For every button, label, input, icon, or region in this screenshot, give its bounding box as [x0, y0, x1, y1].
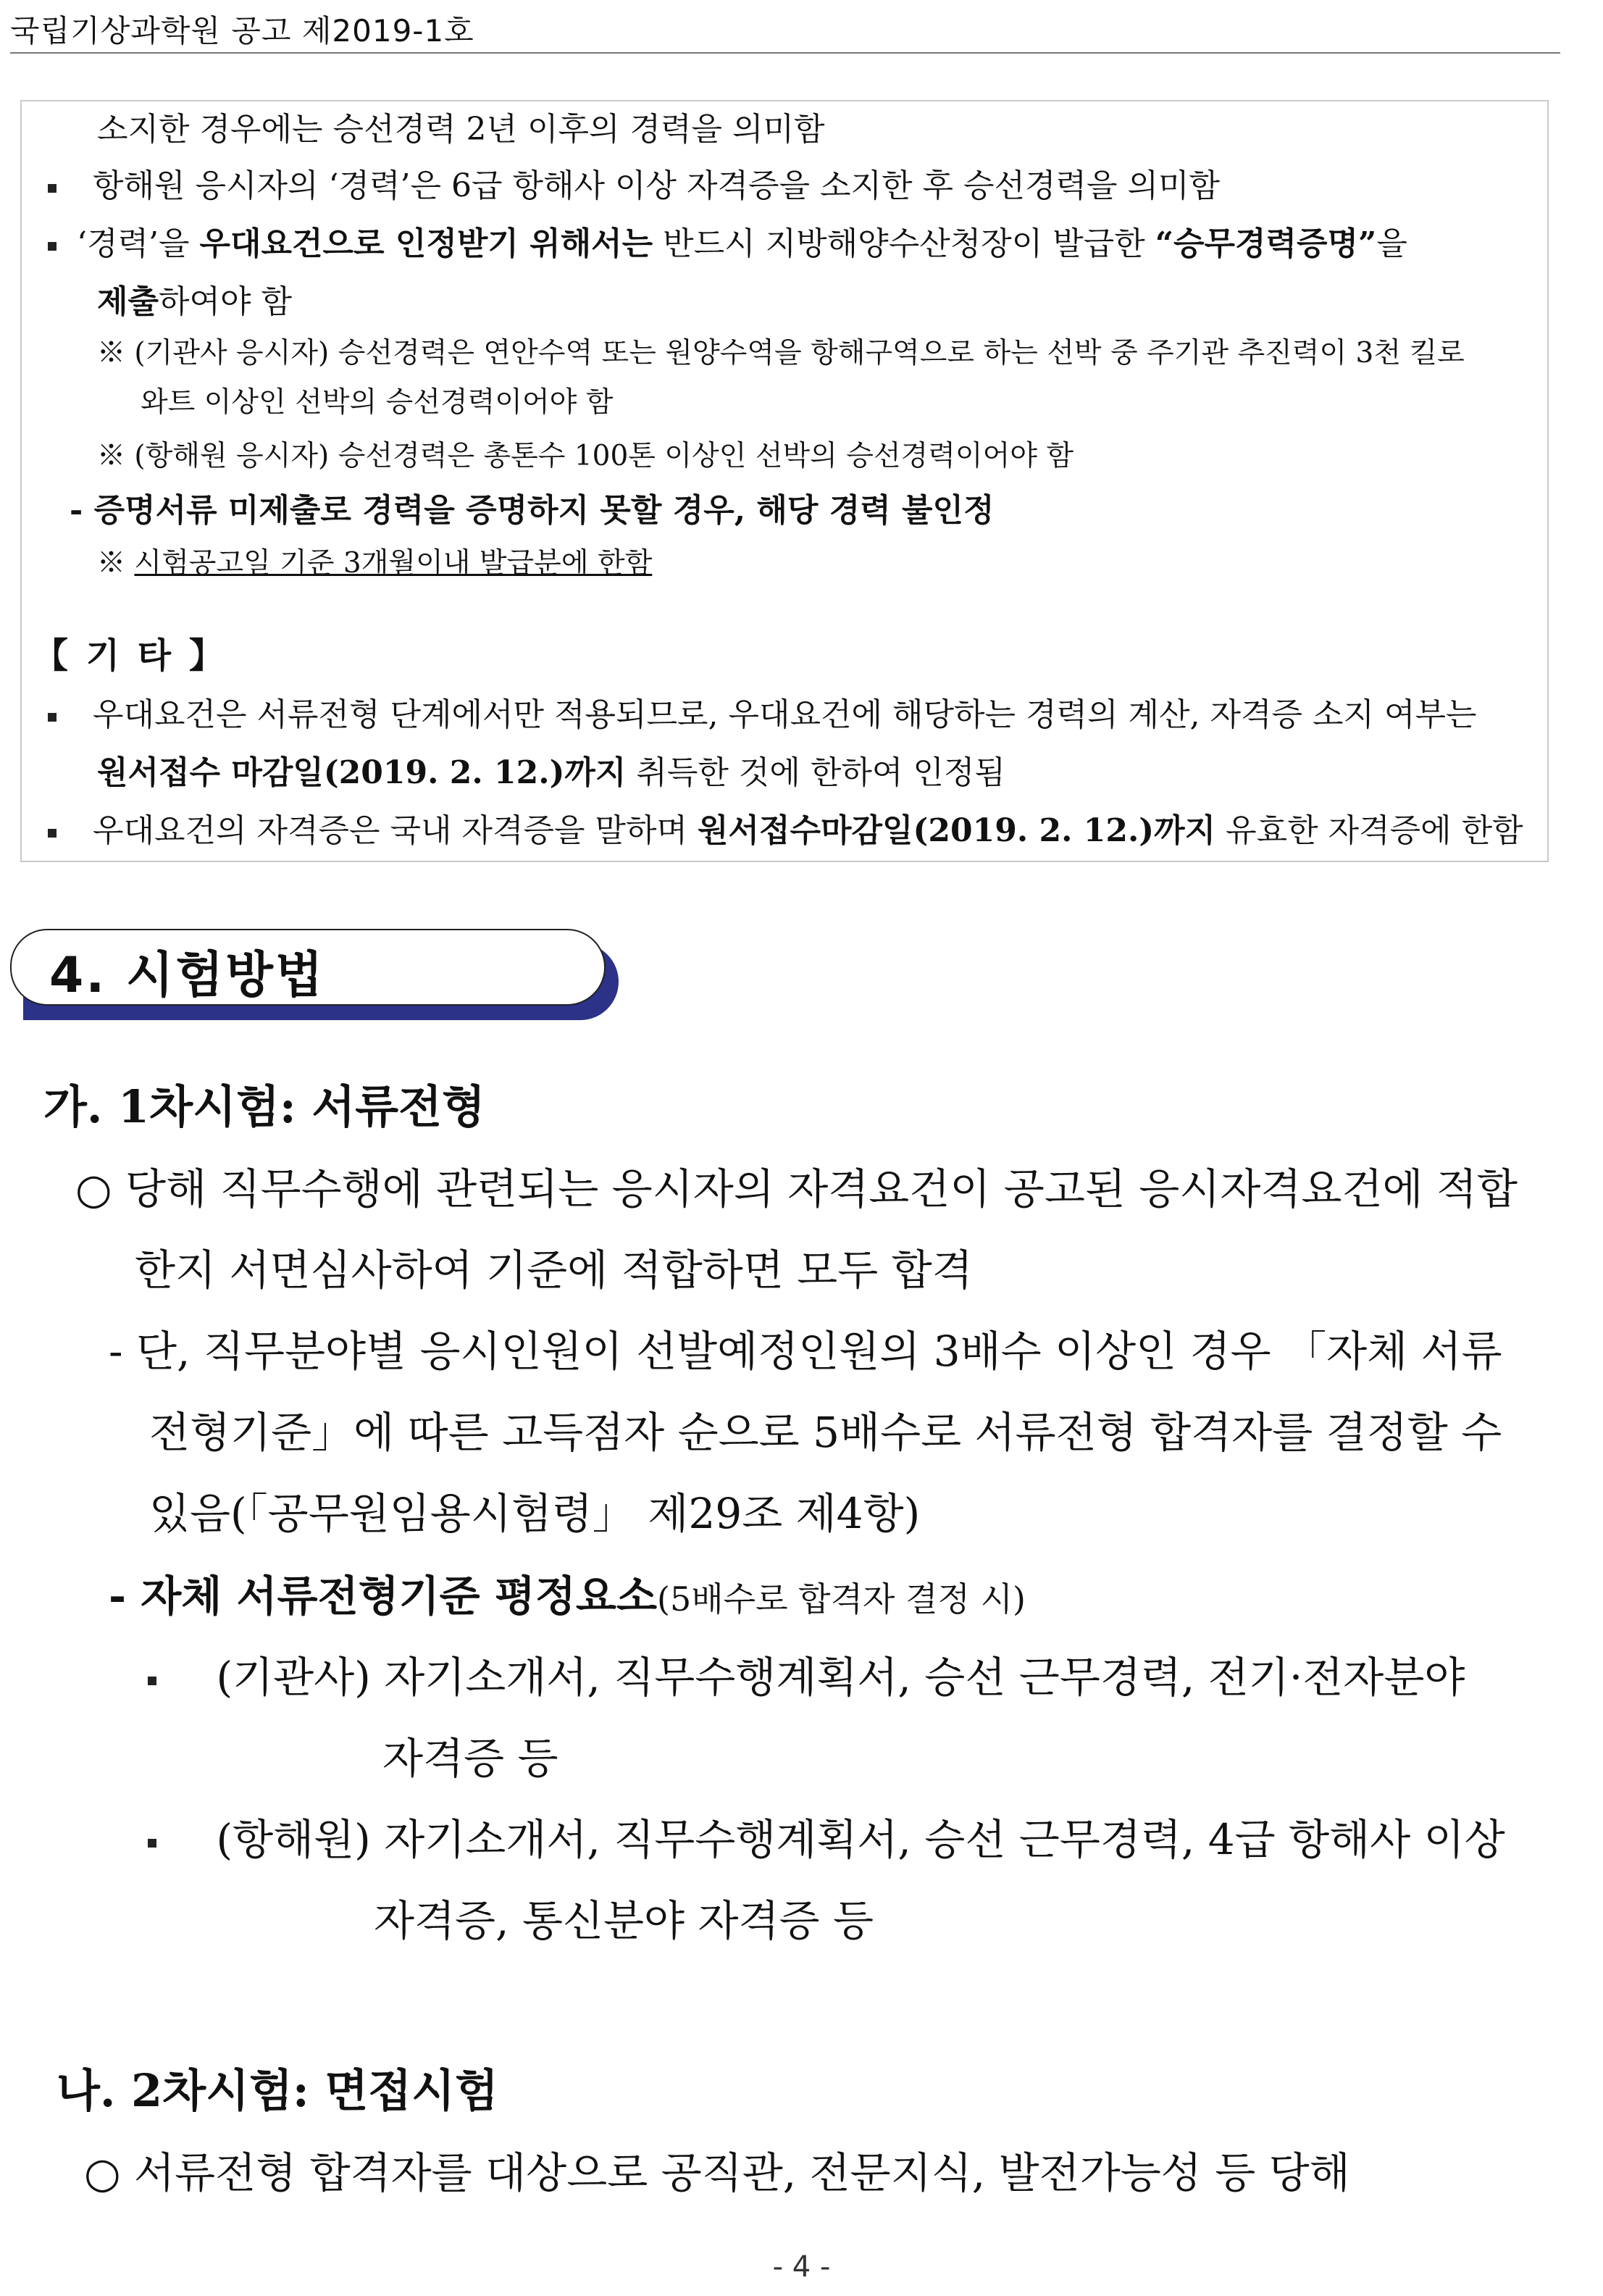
bullet-continuation [97, 275, 292, 322]
note-mark: ※ [97, 547, 135, 580]
paragraph-line: - 단, 직무분야별 응시인원이 선발예정인원의 3배수 이상인 경우 「자체 서류 [109, 1327, 1502, 1376]
paragraph-line: 자격증, 통신분야 자격증 등 [374, 1896, 874, 1945]
square-bullet-icon [48, 184, 56, 193]
bullet-text: 취득한 것에 한하여 인정됨 [626, 754, 1005, 791]
subsection-heading: 나. 2차시험: 면접시험 [56, 2064, 498, 2117]
bold-text: 원서접수 마감일(2019. 2. 12.)까지 [97, 754, 627, 791]
section-title: 4. 시험방법 [49, 947, 325, 1004]
subsection-heading: 가. 1차시험: 서류전형 [43, 1080, 485, 1133]
bullet-text: ‘경력’을 [77, 225, 200, 262]
paragraph-line: ○ 당해 직무수행에 관련되는 응시자의 자격요건이 공고된 응시자격요건에 적합 [75, 1164, 1518, 1214]
bold-text: 원서접수마감일(2019. 2. 12.)까지 [698, 812, 1216, 849]
paragraph-line: 한지 서면심사하여 기준에 적합하면 모두 합격 [135, 1245, 973, 1295]
bullet-text: 하여야 함 [159, 283, 293, 320]
bullet-item [48, 688, 1477, 735]
underlined-text: 시험공고일 기준 3개월이내 발급분에 한함 [134, 547, 653, 580]
square-bullet-icon [148, 1839, 156, 1848]
bold-text: “승무경력증명” [1155, 225, 1377, 262]
square-bullet-icon [48, 242, 56, 251]
paragraph-text: (항해원) 자기소개서, 직무수행계획서, 승선 근무경력, 4급 항해사 이상 [216, 1815, 1505, 1864]
section-banner [10, 929, 619, 1022]
bullet-item [48, 159, 1220, 206]
criteria-heading [109, 1562, 1026, 1623]
bold-text: - 자체 서류전형기준 평정요소 [109, 1571, 657, 1621]
bullet-text: 우대요건의 자격증은 국내 자격증을 말하며 [93, 812, 698, 849]
criteria-item [148, 1643, 1465, 1704]
bullet-text: 을 [1376, 225, 1407, 262]
document-header: 국립기상과학원 공고 제2019-1호 [10, 13, 474, 49]
criteria-item [148, 1806, 1505, 1866]
notes-box [20, 100, 1549, 862]
note-line: 와트 이상인 선박의 승선경력이어야 함 [141, 386, 614, 419]
bold-text: 제출 [97, 283, 159, 320]
page-number: - 4 - [772, 2250, 831, 2284]
note-line: 소지한 경우에는 승선경력 2년 이후의 경력을 의미함 [97, 111, 825, 148]
bullet-text: 유효한 자격증에 한함 [1215, 812, 1523, 849]
paragraph-text: (5배수로 합격자 결정 시) [657, 1579, 1026, 1619]
paragraph-line: 자격증 등 [382, 1734, 558, 1783]
bullet-text: 우대요건은 서류전형 단계에서만 적용되므로, 우대요건에 해당하는 경력의 계산, 자격증 소지 여부는 [93, 696, 1477, 733]
note-line [97, 540, 652, 581]
square-bullet-icon [148, 1677, 156, 1685]
square-bullet-icon [48, 713, 56, 722]
header-divider [10, 52, 1560, 54]
dash-item: - 증명서류 미제출로 경력을 증명하지 못할 경우, 해당 경력 불인정 [70, 492, 995, 529]
paragraph-text: (기관사) 자기소개서, 직무수행계획서, 승선 근무경력, 전기·전자분야 [216, 1653, 1465, 1702]
paragraph-line: 있음(｢공무원임용시험령」 제29조 제4항) [149, 1489, 921, 1538]
square-bullet-icon [48, 829, 56, 838]
bullet-text: 항해원 응시자의 ‘경력’은 6급 항해사 이상 자격증을 소지한 후 승선경력을 의미함 [93, 167, 1220, 204]
note-line: ※ (항해원 응시자) 승선경력은 총톤수 100톤 이상인 선박의 승선경력이어야 함 [97, 440, 1073, 472]
note-line: ※ (기관사 응시자) 승선경력은 연안수역 또는 원양수역을 항해구역으로 하는 선박 중 주기관 추진력이 3천 킬로 [97, 337, 1465, 370]
paragraph-line: ○ 서류전형 합격자를 대상으로 공직관, 전문지식, 발전가능성 등 당해 [84, 2148, 1350, 2197]
bullet-text: 반드시 지방해양수산청장이 발급한 [653, 225, 1155, 262]
etc-heading: 【 기 타 】 [33, 635, 227, 676]
bullet-item [48, 804, 1523, 851]
paragraph-line: 전형기준」에 따른 고득점자 순으로 5배수로 서류전형 합격자를 결정할 수 [149, 1408, 1502, 1457]
bullet-continuation [97, 746, 1005, 793]
bold-text: 우대요건으로 인정받기 위해서는 [199, 225, 653, 262]
bullet-item [48, 217, 1407, 264]
